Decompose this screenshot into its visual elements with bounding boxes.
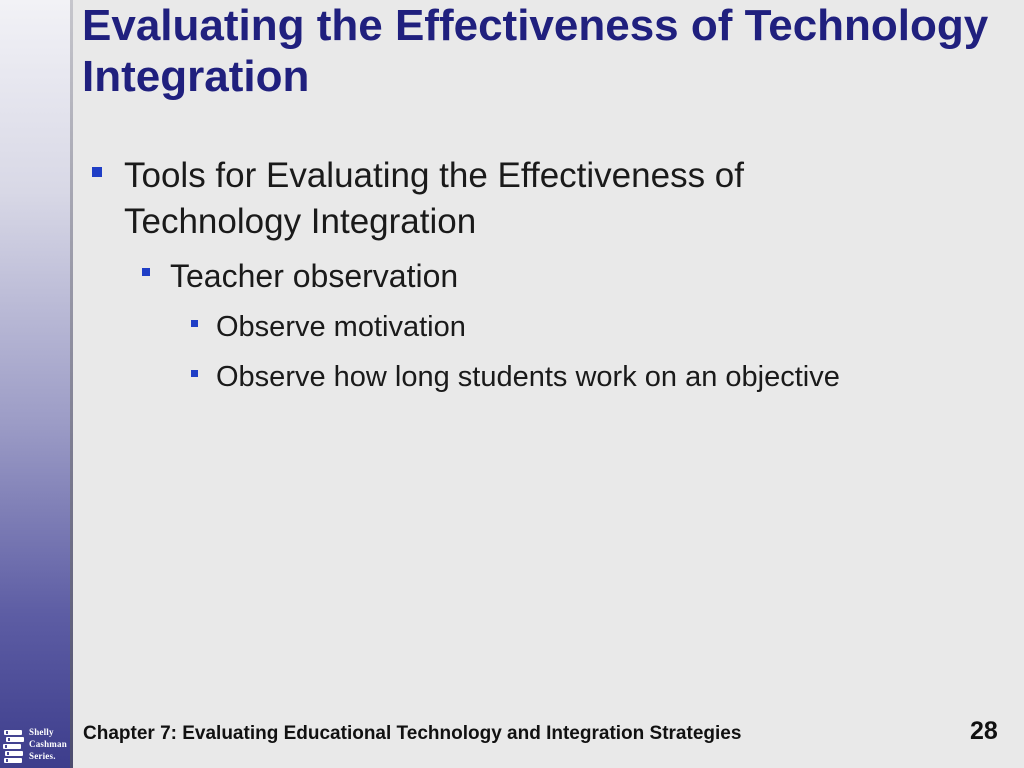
books-icon [2, 728, 26, 764]
bullet-level-2: Teacher observation [170, 258, 459, 294]
shelly-cashman-logo [2, 724, 70, 766]
logo-line: Series. [29, 751, 56, 761]
bullet-marker-icon [191, 320, 198, 327]
bullet-marker-icon [191, 370, 198, 377]
sidebar-gradient [0, 0, 70, 768]
bullet-level-1: Tools for Evaluating the Effectiveness of Technology Integration [124, 156, 744, 241]
bullet-level-3-duration: Observe how long students work on an objective [216, 361, 840, 393]
bullet-level-3-motivation: Observe motivation [216, 311, 466, 343]
sidebar-divider [70, 0, 73, 768]
logo-wordmark [29, 726, 67, 762]
page-number: 28 [970, 717, 998, 745]
bullet-marker-icon [142, 268, 150, 276]
bullet-marker-icon [92, 167, 102, 177]
footer-chapter-title: Chapter 7: Evaluating Educational Technology and Integration Strategies [83, 723, 742, 744]
logo-line: Shelly [29, 727, 54, 737]
logo-line: Cashman [29, 739, 67, 749]
slide-title: Evaluating the Effectiveness of Technology Integration [82, 1, 989, 101]
